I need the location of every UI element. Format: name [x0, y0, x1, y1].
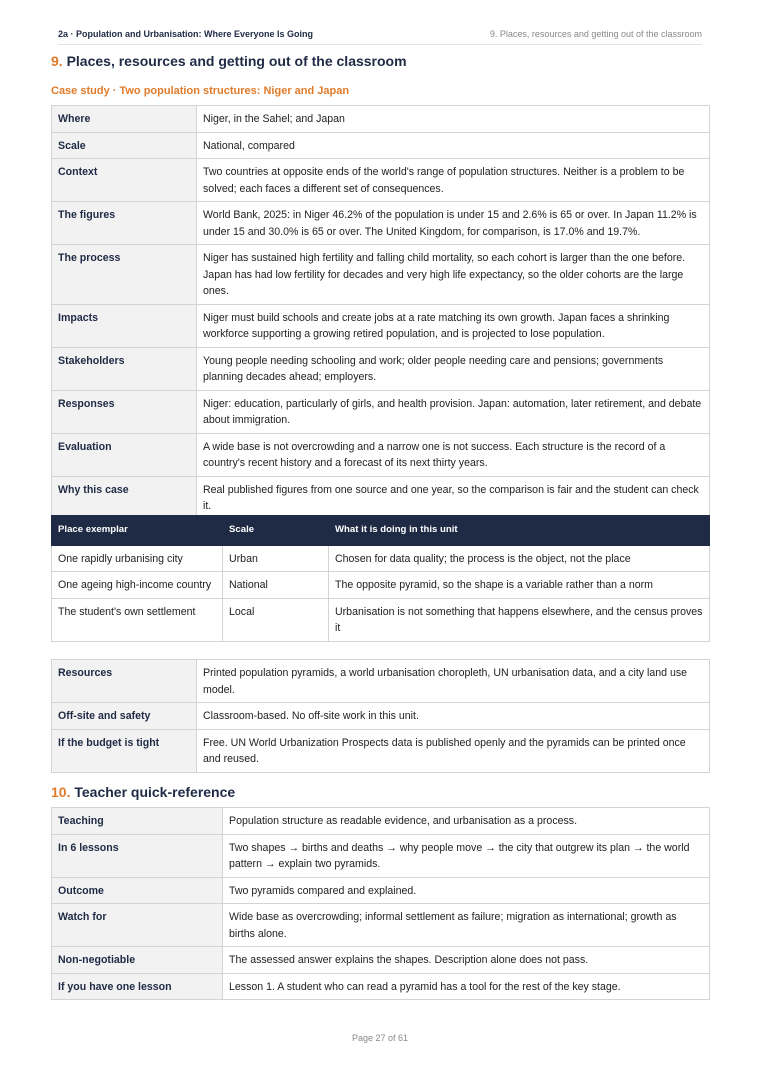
row-key: The figures: [52, 202, 197, 245]
table-cell: The student's own settlement: [52, 598, 223, 641]
table-row: [52, 545, 710, 572]
column-header: What it is doing in this unit: [329, 516, 710, 546]
row-value: National, compared: [197, 132, 710, 159]
row-key: Resources: [52, 660, 197, 703]
section-number: 10.: [51, 784, 71, 800]
table-cell: Chosen for data quality; the process is the object, not the place: [329, 545, 710, 572]
resources-table: [51, 659, 710, 773]
row-key: If the budget is tight: [52, 729, 197, 772]
section-title: Teacher quick-reference: [74, 784, 236, 800]
quick-reference-table: [51, 807, 710, 1000]
row-key: Where: [52, 106, 197, 133]
page-number: Page 27 of 61: [351, 1033, 409, 1043]
row-key: In 6 lessons: [52, 834, 223, 877]
row-value: World Bank, 2025: in Niger 46.2% of the population is under 15 and 2.6% is 65 or over. In Japan 11.2% is under 15 and 30.0% is 65 or over. The United Kingdom, for comparison, is 17.0% and 19.7%.: [197, 202, 710, 245]
table-row: [52, 808, 710, 835]
table-row: [52, 877, 710, 904]
row-key: Watch for: [52, 904, 223, 947]
document-title: 2a · Population and Urbanisation: Where Everyone Is Going: [58, 29, 314, 39]
section-10-heading: [51, 784, 235, 800]
table-row: [52, 729, 710, 772]
table-row: [52, 132, 710, 159]
case-study-label: Case study · Two population structures: Niger and Japan: [51, 85, 350, 97]
table-row: [52, 834, 710, 877]
row-value: The assessed answer explains the shapes. Description alone does not pass.: [223, 947, 710, 974]
table-row: [52, 304, 710, 347]
section-9-heading: [51, 53, 407, 69]
row-value: Population structure as readable evidence, and urbanisation as a process.: [223, 808, 710, 835]
row-value: Free. UN World Urbanization Prospects data is published openly and the pyramids can be printed once and reused.: [197, 729, 710, 772]
row-key: Impacts: [52, 304, 197, 347]
table-row: [52, 476, 710, 519]
row-key: Off-site and safety: [52, 703, 197, 730]
table-row: [52, 245, 710, 305]
row-key: If you have one lesson: [52, 973, 223, 1000]
running-header: [58, 28, 702, 45]
row-key: Scale: [52, 132, 197, 159]
table-row: [52, 347, 710, 390]
row-value: Niger must build schools and create jobs at a rate matching its own growth. Japan faces a shrinking workforce supporting a growing retired population, and is projected to lose population.: [197, 304, 710, 347]
table-cell: The opposite pyramid, so the shape is a variable rather than a norm: [329, 572, 710, 599]
row-value: Young people needing schooling and work; older people needing care and pensions; governments planning decades ahead; employers.: [197, 347, 710, 390]
table-row: [52, 660, 710, 703]
table-row: [52, 947, 710, 974]
table-row: [52, 598, 710, 641]
row-value: Wide base as overcrowding; informal settlement as failure; migration as international; growth as births alone.: [223, 904, 710, 947]
row-value: Printed population pyramids, a world urbanisation choropleth, UN urbanisation data, and a city land use model.: [197, 660, 710, 703]
row-value: Two pyramids compared and explained.: [223, 877, 710, 904]
table-cell: Urban: [223, 545, 329, 572]
table-row: [52, 390, 710, 433]
table-row: [52, 159, 710, 202]
row-key: Teaching: [52, 808, 223, 835]
row-key: Non-negotiable: [52, 947, 223, 974]
row-key: Evaluation: [52, 433, 197, 476]
table-row: [52, 703, 710, 730]
table-cell: Urbanisation is not something that happens elsewhere, and the census proves it: [329, 598, 710, 641]
row-value: Lesson 1. A student who can read a pyramid has a tool for the rest of the key stage.: [223, 973, 710, 1000]
column-header: Scale: [223, 516, 329, 546]
table-row: [52, 202, 710, 245]
table-row: [52, 106, 710, 133]
table-cell: One rapidly urbanising city: [52, 545, 223, 572]
table-row: [52, 433, 710, 476]
table-cell: National: [223, 572, 329, 599]
row-value: Niger, in the Sahel; and Japan: [197, 106, 710, 133]
row-value: A wide base is not overcrowding and a narrow one is not success. Each structure is the record of a country's recent history and a forecast of its next thirty years.: [197, 433, 710, 476]
row-value: Real published figures from one source and one year, so the comparison is fair and the student can check it.: [197, 476, 710, 519]
row-value: Two countries at opposite ends of the world's range of population structures. Neither is a problem to be solved; each faces a different set of consequences.: [197, 159, 710, 202]
column-header: Place exemplar: [52, 516, 223, 546]
table-cell: One ageing high-income country: [52, 572, 223, 599]
section-title: Places, resources and getting out of the classroom: [66, 53, 407, 69]
row-value: Two shapes → births and deaths → why people move → the city that outgrew its plan → the world pattern → explain two pyramids.: [223, 834, 710, 877]
case-study-table: [51, 105, 710, 520]
row-key: Why this case: [52, 476, 197, 519]
row-key: Context: [52, 159, 197, 202]
table-cell: Local: [223, 598, 329, 641]
section-number: 9.: [51, 53, 63, 69]
row-value: Niger: education, particularly of girls, and health provision. Japan: automation, later retirement, and debate about immigration.: [197, 390, 710, 433]
place-exemplars-table: [51, 515, 710, 642]
row-value: Niger has sustained high fertility and falling child mortality, so each cohort is larger than the one before. Japan has had low fertility for decades and very high life expectancy, so the older cohorts are the large ones.: [197, 245, 710, 305]
table-row: [52, 904, 710, 947]
row-key: Stakeholders: [52, 347, 197, 390]
row-key: Responses: [52, 390, 197, 433]
row-key: Outcome: [52, 877, 223, 904]
row-value: Classroom-based. No off-site work in this unit.: [197, 703, 710, 730]
row-key: The process: [52, 245, 197, 305]
table-row: [52, 973, 710, 1000]
table-row: [52, 572, 710, 599]
table-header-row: [52, 516, 710, 546]
section-reference: 9. Places, resources and getting out of the classroom: [489, 29, 702, 39]
